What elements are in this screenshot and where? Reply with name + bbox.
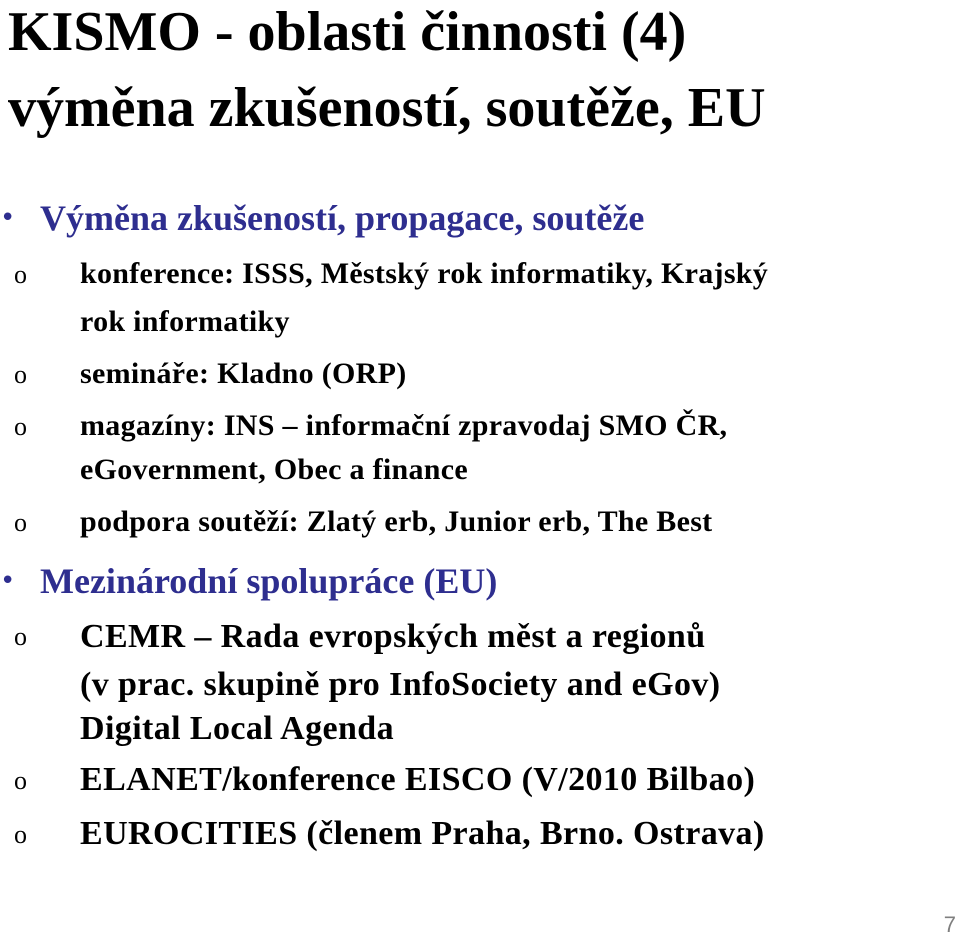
list-marker: o [14,766,27,795]
list-marker: o [14,360,27,389]
list-item-eurocities: EUROCITIES (členem Praha, Brno. Ostrava) [80,815,765,852]
section-heading-exchange: Výměna zkušeností, propagace, soutěže [40,198,645,238]
list-item-cemr-line-2: (v prac. skupině pro InfoSociety and eGov) [80,666,721,703]
list-item-competitions: podpora soutěží: Zlatý erb, Junior erb, The Best [80,505,713,538]
page-number: 7 [943,912,956,937]
section-bullet: • [0,203,16,233]
section-bullet: • [0,566,16,596]
slide-title-line-2: výměna zkušeností, soutěže, EU [8,77,766,139]
slide-title-line-1: KISMO - oblasti činnosti (4) [8,1,687,63]
list-marker: o [14,622,27,651]
list-item-magazines-line-1: magazíny: INS – informační zpravodaj SMO ČR, [80,409,728,442]
list-item-magazines-line-2: eGovernment, Obec a finance [80,453,469,486]
list-item-conferences-line-1: konference: ISSS, Městský rok informatiky, Krajský [80,257,769,290]
list-item-elanet: ELANET/konference EISCO (V/2010 Bilbao) [80,761,756,798]
list-marker: o [14,412,27,441]
section-heading-international: Mezinárodní spolupráce (EU) [40,561,498,601]
list-item-cemr-line-3: Digital Local Agenda [80,710,395,747]
list-marker: o [14,260,27,289]
list-item-seminars: semináře: Kladno (ORP) [80,357,407,390]
list-marker: o [14,508,27,537]
list-item-cemr-line-1: CEMR – Rada evropských měst a regionů [80,618,706,655]
list-item-conferences-line-2: rok informatiky [80,305,290,338]
list-marker: o [14,820,27,849]
